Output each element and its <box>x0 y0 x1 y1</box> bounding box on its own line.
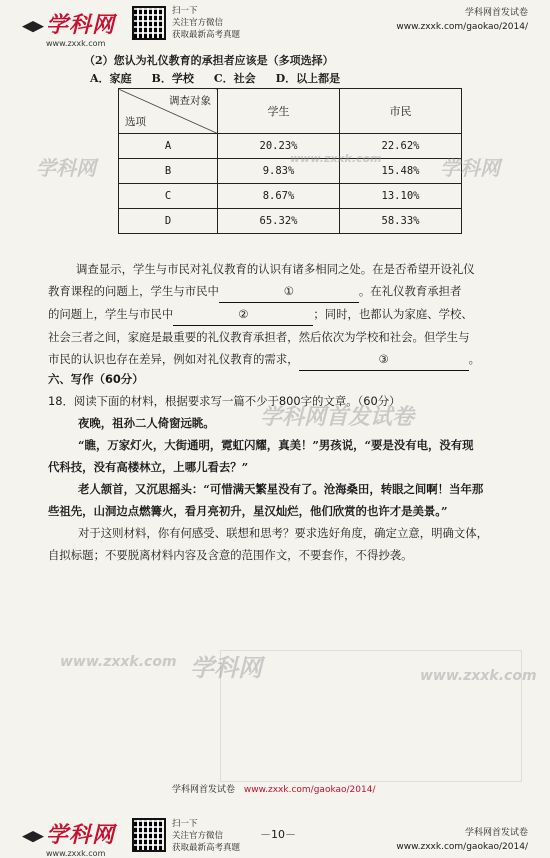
footer-logo-text: 学科网 <box>46 823 116 848</box>
table-row <box>119 209 462 234</box>
qr-code-icon <box>132 6 166 40</box>
footer-logo[interactable] <box>22 818 115 858</box>
watermark-logo-bottom: 学科网 <box>190 654 262 682</box>
footer-center-url[interactable]: www.zxxk.com/gaokao/2014/ <box>243 785 376 795</box>
logo-url: www.zxxk.com <box>46 39 106 48</box>
para-line-3a: 的问题上，学生与市民中 <box>48 307 174 321</box>
row-student: 20.23% <box>218 134 340 159</box>
option-d: D．以上都是 <box>275 72 341 85</box>
header-right-title: 学科网首发试卷 <box>464 8 528 18</box>
diag-bottom-label: 选项 <box>125 116 146 128</box>
option-c: C．社会 <box>213 72 256 85</box>
watermark-url-top: www.zxxk.com <box>290 152 382 165</box>
diagonal-header-cell <box>119 89 218 134</box>
watermark-logo-right: 学科网 <box>440 156 500 180</box>
footer-center-label: 学科网首发试卷 <box>172 785 236 795</box>
header-right <box>396 6 528 34</box>
row-student: 9.83% <box>218 159 340 184</box>
row-option: A <box>119 134 218 159</box>
footer-qr-caption <box>172 818 240 854</box>
para-line-1: 调查显示，学生与市民对礼仪教育的认识有诸多相同之处。在是否希望开设礼仪 <box>76 262 475 276</box>
row-option: B <box>119 159 218 184</box>
footer-right-title: 学科网首发试卷 <box>464 828 528 838</box>
para-line-5b: 。 <box>468 352 481 366</box>
page-number: －10－ <box>260 828 296 841</box>
q18-p4b: 自拟标题；不要脱离材料内容及含意的范围作文，不要套作，不得抄袭。 <box>48 548 413 562</box>
row-citizen: 13.10% <box>340 184 462 209</box>
header-logo[interactable] <box>22 8 115 48</box>
footer-qr-line-2: 关注官方微信 <box>172 831 224 841</box>
q18-p3a: 老人颔首，又沉思摇头：“可惜满天繁星没有了。沧海桑田，转眼之间啊！当年那 <box>78 482 484 496</box>
row-citizen: 58.33% <box>340 209 462 234</box>
option-b: B．学校 <box>151 72 194 85</box>
table-header-row <box>119 89 462 134</box>
row-student: 8.67% <box>218 184 340 209</box>
blank-2[interactable]: ② <box>173 303 313 326</box>
graduation-cap-icon <box>22 831 44 845</box>
table-row <box>119 184 462 209</box>
para-line-3b: ；同时，也都认为家庭、学校、 <box>313 307 473 321</box>
para-line-4: 社会三者之间，家庭是最重要的礼仪教育承担者，然后依次为学校和社会。但学生与 <box>48 330 470 344</box>
para-line-5a: 市民的认识也存在差异，例如对礼仪教育的需求， <box>48 352 299 366</box>
watermark-url-right: www.zxxk.com <box>420 668 537 684</box>
footer-right <box>396 826 528 854</box>
watermark-logo-left: 学科网 <box>36 156 96 180</box>
watermark-url-left: www.zxxk.com <box>60 654 177 670</box>
footer-logo-url: www.zxxk.com <box>46 849 106 858</box>
survey-paragraph <box>48 258 536 371</box>
option-a: A．家庭 <box>90 72 132 85</box>
row-student: 65.32% <box>218 209 340 234</box>
blank-1[interactable]: ① <box>219 280 359 303</box>
qr-line-2: 关注官方微信 <box>172 18 224 28</box>
qr-caption <box>172 5 240 41</box>
bleedthrough-table <box>220 650 522 782</box>
para-line-3 <box>48 303 536 326</box>
row-option: D <box>119 209 218 234</box>
row-option: C <box>119 184 218 209</box>
para-line-2 <box>48 280 536 303</box>
footer-qr-code-icon <box>132 818 166 852</box>
footer-center <box>172 782 376 795</box>
q18-p2b: 代科技，没有高楼林立，上哪儿看去？” <box>48 460 249 474</box>
para-line-2b: 。在礼仪教育承担者 <box>358 284 462 298</box>
question-options <box>90 70 340 86</box>
section-six-heading: 六、写作（60分） <box>48 372 144 386</box>
qr-line-3: 获取最新高考真题 <box>172 30 241 40</box>
q18-title: 18．阅读下面的材料，根据要求写一篇不少于800字的文章。（60分） <box>48 394 401 408</box>
para-line-2a: 教育课程的问题上，学生与市民中 <box>48 284 219 298</box>
blank-3[interactable]: ③ <box>299 348 469 371</box>
footer-qr-line-1: 扫一下 <box>172 819 198 829</box>
row-citizen: 15.48% <box>340 159 462 184</box>
watermark-center: 学科网首发试卷 <box>260 405 415 430</box>
diag-top-label: 调查对象 <box>169 95 211 107</box>
row-citizen: 22.62% <box>340 134 462 159</box>
q18-p1: 夜晚，祖孙二人倚窗远眺。 <box>78 416 215 430</box>
col-citizen-header: 市民 <box>340 89 462 134</box>
qr-line-1: 扫一下 <box>172 6 198 16</box>
question-prompt: （2）您认为礼仪教育的承担者应该是（多项选择） <box>84 54 334 67</box>
graduation-cap-icon <box>22 21 44 35</box>
q18-p2a: “瞧，万家灯火，大街通明，霓虹闪耀，真美！”男孩说，“要是没有电，没有现 <box>78 438 474 452</box>
footer-qr-line-3: 获取最新高考真题 <box>172 843 241 853</box>
footer-right-url[interactable]: www.zxxk.com/gaokao/2014/ <box>396 842 528 852</box>
q18-p3b: 些祖先，山洞边点燃篝火，看月亮初升，星汉灿烂，他们欣赏的也许才是美景。” <box>48 504 448 518</box>
q18-p4a: 对于这则材料，你有何感受、联想和思考？要求选好角度，确定立意，明确文体， <box>78 526 489 540</box>
header-right-url[interactable]: www.zxxk.com/gaokao/2014/ <box>396 22 528 32</box>
logo-text: 学科网 <box>46 13 116 38</box>
col-student-header: 学生 <box>218 89 340 134</box>
